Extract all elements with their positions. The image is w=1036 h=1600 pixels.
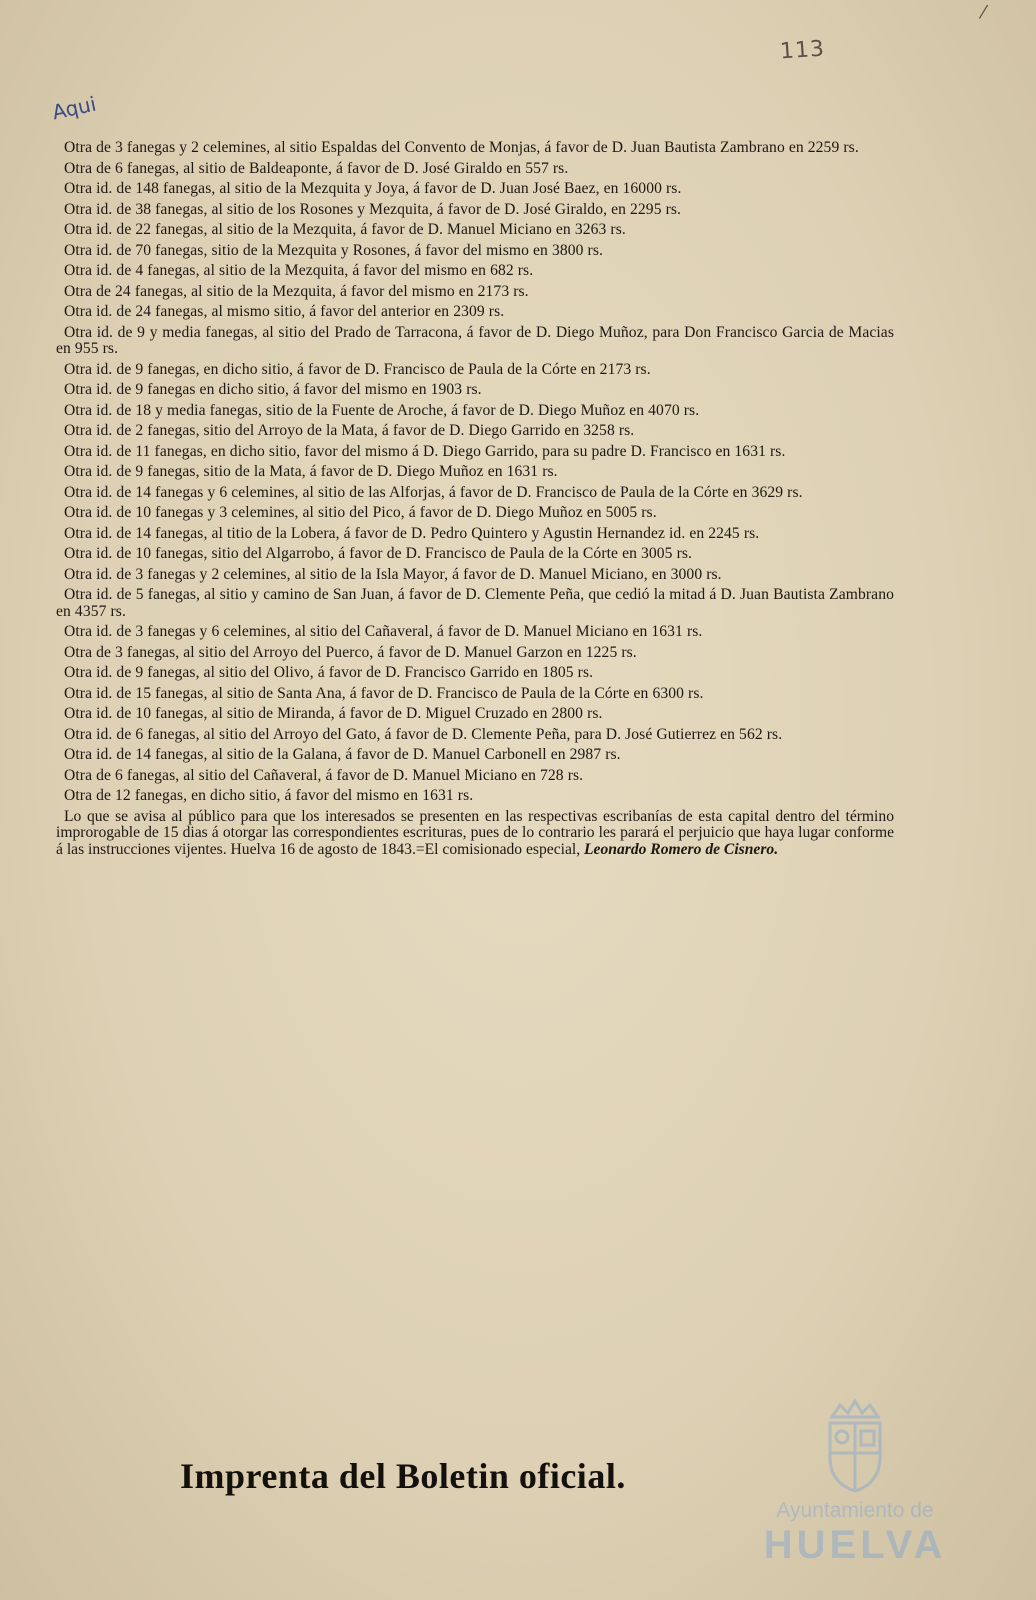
list-item: Otra id. de 18 y media fanegas, sitio de la Fuente de Aroche, á favor de D. Diego Muñoz en 4070 rs. [64,401,700,419]
list-item: Otra id. de 10 fanegas, sitio del Algarrobo, á favor de D. Francisco de Paula de la Córte en 3005 rs. [64,545,693,562]
list-item: Otra de 3 fanegas, al sitio del Arroyo del Puerco, á favor de D. Manuel Garzon en 1225 rs. [64,643,637,661]
crest-icon [818,1395,892,1495]
list-item: Otra id. de 6 fanegas, al sitio del Arroyo del Gato, á favor de D. Clemente Peña, para D. José Gutierrez en 562 rs. [64,725,783,743]
list-item: Otra id. de 4 fanegas, al sitio de la Mezquita, á favor del mismo en 682 rs. [64,262,534,279]
list-item: Otra id. de 24 fanegas, al mismo sitio, á favor del anterior en 2309 rs. [64,303,505,320]
list-item: Otra id. de 9 fanegas, en dicho sitio, á favor de D. Francisco de Paula de la Córte en 2173 rs. [64,360,651,378]
list-item: Otra de 3 fanegas y 2 celemines, al sitio Espaldas del Convento de Monjas, á favor de D. Juan Bautista Zambrano en 2259 rs. [64,139,859,156]
list-item: Otra id. de 2 fanegas, sitio del Arroyo de la Mata, á favor de D. Diego Garrido en 3258 rs. [64,422,635,439]
public-notice [56,809,894,859]
list-item: Otra id. de 3 fanegas y 6 celemines, al sitio del Cañaveral, á favor de D. Manuel Miciano en 1631 rs. [64,623,703,640]
watermark-logo [740,1395,970,1585]
list-item: Otra id. de 70 fanegas, sitio de la Mezquita y Rosones, á favor del mismo en 3800 rs. [64,241,603,259]
list-item: Otra id. de 38 fanegas, al sitio de los Rosones y Mezquita, á favor de D. José Giraldo, en 2295 rs. [64,200,682,218]
list-item: Otra id. de 14 fanegas, al sitio de la Galana, á favor de D. Manuel Carbonell en 2987 rs. [64,746,621,763]
margin-note: Aqui [49,91,99,125]
list-item: Otra de 12 fanegas, en dicho sitio, á favor del mismo en 1631 rs. [64,787,474,804]
list-item: Otra id. de 148 fanegas, al sitio de la Mezquita y Joya, á favor de D. Juan José Baez, en 16000 rs. [64,180,682,197]
watermark-line1: Ayuntamiento de [776,1499,934,1522]
list-item: Otra de 24 fanegas, al sitio de la Mezquita, á favor del mismo en 2173 rs. [64,282,529,300]
list-item: Otra id. de 14 fanegas y 6 celemines, al sitio de las Alforjas, á favor de D. Francisco de Paula de la Córte en 3629 rs. [64,483,803,501]
printer-imprint: Imprenta del Boletin oficial. [180,1456,626,1496]
list-item: Otra id. de 9 fanegas en dicho sitio, á favor del mismo en 1903 rs. [64,381,482,398]
list-item: Otra de 6 fanegas, al sitio del Cañaveral, á favor de D. Manuel Miciano en 728 rs. [64,766,584,784]
notice-text: Lo que se avisa al público para que los interesados se presenten en las respectivas escribanías de esta capital dentro del término improrogable de 15 dias á otorgar las correspondientes escrituras, pues de lo contrario les parará el perjuicio que haya lugar conforme á las instrucciones vijentes. Huelva 16 de agosto de 1843.=El comisionado especial, [56,807,894,858]
entries-list [56,140,894,874]
list-item: Otra id. de 9 y media fanegas, al sitio del Prado de Tarracona, á favor de D. Diego Muñoz, para Don Francisco Garcia de Macias en 955 rs. [56,323,894,357]
list-item: Otra id. de 22 fanegas, al sitio de la Mezquita, á favor de D. Manuel Miciano en 3263 rs. [64,221,626,238]
list-item: Otra id. de 15 fanegas, al sitio de Santa Ana, á favor de D. Francisco de Paula de la Córte en 6300 rs. [64,684,704,702]
notice-signer: Leonardo Romero de Cisnero. [584,840,779,858]
list-item: Otra id. de 11 fanegas, en dicho sitio, favor del mismo á D. Diego Garrido, para su padre D. Francisco en 1631 rs. [64,442,786,460]
list-item: Otra id. de 9 fanegas, sitio de la Mata, á favor de D. Diego Muñoz en 1631 rs. [64,463,558,480]
watermark-line2: HUELVA [763,1523,947,1567]
folio-number: 113 [779,36,826,65]
list-item: Otra id. de 10 fanegas, al sitio de Miranda, á favor de D. Miguel Cruzado en 2800 rs. [64,705,603,722]
list-item: Otra id. de 14 fanegas, al titio de la Lobera, á favor de D. Pedro Quintero y Agustin Hernandez id. en 2245 rs. [64,524,760,542]
list-item: Otra de 6 fanegas, al sitio de Baldeaponte, á favor de D. José Giraldo en 557 rs. [64,159,569,177]
corner-mark: ⁄ [982,2,986,23]
list-item: Otra id. de 10 fanegas y 3 celemines, al sitio del Pico, á favor de D. Diego Muñoz en 5005 rs. [64,504,657,521]
list-item: Otra id. de 9 fanegas, al sitio del Olivo, á favor de D. Francisco Garrido en 1805 rs. [64,664,594,681]
list-item: Otra id. de 3 fanegas y 2 celemines, al sitio de la Isla Mayor, á favor de D. Manuel Miciano, en 3000 rs. [64,565,722,583]
list-item: Otra id. de 5 fanegas, al sitio y camino de San Juan, á favor de D. Clemente Peña, que cedió la mitad á D. Juan Bautista Zambrano en 4357 rs. [56,586,894,620]
